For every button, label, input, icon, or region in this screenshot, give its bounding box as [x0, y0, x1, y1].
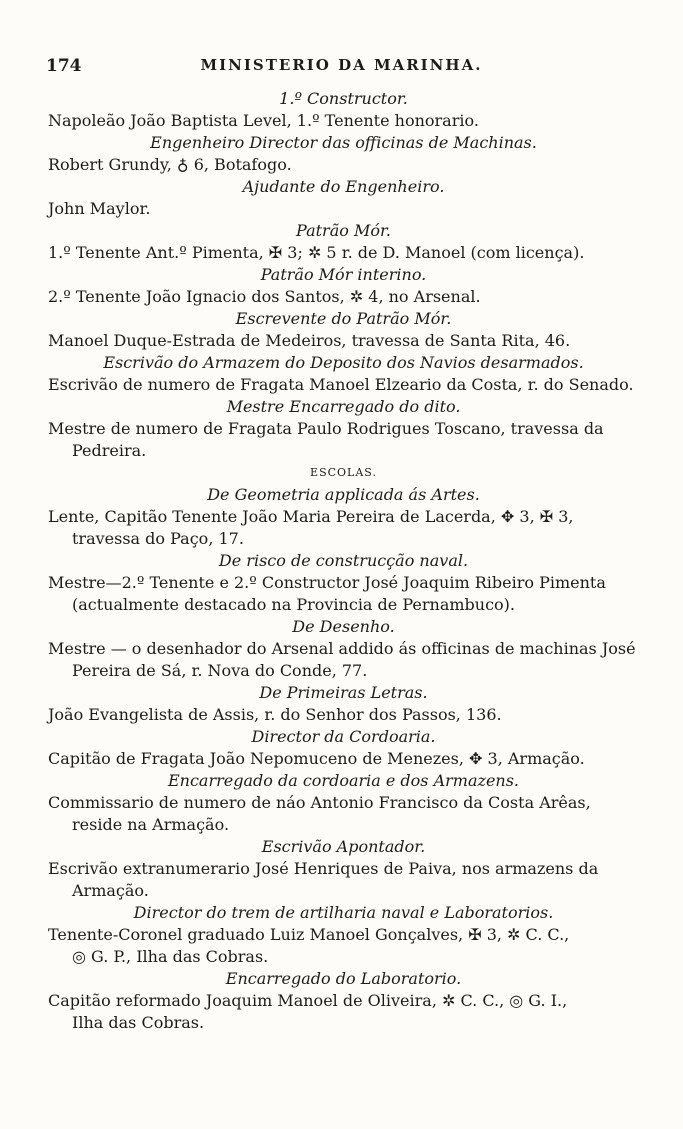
entry-line: John Maylor.: [48, 199, 151, 218]
entry-heading: Director do trem de artilharia naval e Laboratorios.: [133, 903, 554, 922]
entry-heading: Escrevente do Patrão Mór.: [235, 309, 452, 328]
entry-line: Escrivão de numero de Fragata Manoel Elzeario da Costa, r. do Senado.: [48, 375, 634, 394]
entry-continuation: Pedreira.: [72, 441, 147, 460]
entry-line: Capitão reformado Joaquim Manoel de Oliveira, ✲ C. C., ◎ G. I.,: [48, 991, 568, 1010]
entry-line: 1.º Tenente Ant.º Pimenta, ✠ 3; ✲ 5 r. de D. Manoel (com licença).: [48, 243, 585, 262]
page-number: 174: [46, 56, 82, 76]
entry-heading: Director da Cordoaria.: [251, 727, 436, 746]
entry-heading: 1.º Constructor.: [279, 89, 408, 108]
running-title: MINISTERIO DA MARINHA.: [200, 56, 483, 74]
entry-heading: Encarregado da cordoaria e dos Armazens.: [167, 771, 520, 790]
entry-heading: Ajudante do Engenheiro.: [242, 177, 445, 196]
entry-continuation: (actualmente destacado na Provincia de Pernambuco).: [72, 595, 515, 614]
entry-heading: Engenheiro Director das officinas de Machinas.: [150, 133, 537, 152]
entry-continuation: reside na Armação.: [72, 815, 230, 834]
entry-heading: De Primeiras Letras.: [259, 683, 428, 702]
entry-heading: Patrão Mór.: [296, 221, 391, 240]
entry-heading: Mestre Encarregado do dito.: [226, 397, 461, 416]
entry-heading: Escrivão Apontador.: [261, 837, 426, 856]
entry-line: João Evangelista de Assis, r. do Senhor dos Passos, 136.: [48, 705, 502, 724]
entry-line: Mestre—2.º Tenente e 2.º Constructor José Joaquim Ribeiro Pimenta: [48, 573, 606, 592]
entry-line: Capitão de Fragata João Nepomuceno de Menezes, ✥ 3, Armação.: [48, 749, 585, 768]
entry-continuation: Armação.: [72, 881, 149, 900]
entry-heading: Encarregado do Laboratorio.: [225, 969, 462, 988]
entry-line: Commissario de numero de náo Antonio Francisco da Costa Arêas,: [48, 793, 591, 812]
entry-continuation: Pereira de Sá, r. Nova do Conde, 77.: [72, 661, 368, 680]
entry-heading: Patrão Mór interino.: [260, 265, 427, 284]
entry-heading: De Geometria applicada ás Artes.: [207, 485, 480, 504]
document-body: [48, 88, 639, 1034]
page-header: [46, 56, 637, 80]
entry-line: Mestre de numero de Fragata Paulo Rodrigues Toscano, travessa da: [48, 419, 604, 438]
entry-line: Mestre — o desenhador do Arsenal addido ás officinas de machinas José: [48, 639, 636, 658]
section-heading: ESCOLAS.: [310, 466, 377, 479]
entry-heading: De Desenho.: [292, 617, 395, 636]
entry-line: Napoleão João Baptista Level, 1.º Tenente honorario.: [48, 111, 479, 130]
entry-line: Tenente-Coronel graduado Luiz Manoel Gonçalves, ✠ 3, ✲ C. C.,: [48, 925, 570, 944]
entry-continuation: Ilha das Cobras.: [72, 1013, 205, 1032]
entry-line: Robert Grundy, ♁ 6, Botafogo.: [48, 155, 292, 174]
entry-line: 2.º Tenente João Ignacio dos Santos, ✲ 4, no Arsenal.: [48, 287, 481, 306]
entry-heading: Escrivão do Armazem do Deposito dos Navios desarmados.: [103, 353, 584, 372]
entry-continuation: travessa do Paço, 17.: [72, 529, 244, 548]
entry-continuation: ◎ G. P., Ilha das Cobras.: [72, 947, 269, 966]
entry-heading: De risco de construcção naval.: [218, 551, 469, 570]
entry-line: Escrivão extranumerario José Henriques de Paiva, nos armazens da: [48, 859, 599, 878]
entry-line: Manoel Duque-Estrada de Medeiros, travessa de Santa Rita, 46.: [48, 331, 571, 350]
entry-line: Lente, Capitão Tenente João Maria Pereira de Lacerda, ✥ 3, ✠ 3,: [48, 507, 574, 526]
